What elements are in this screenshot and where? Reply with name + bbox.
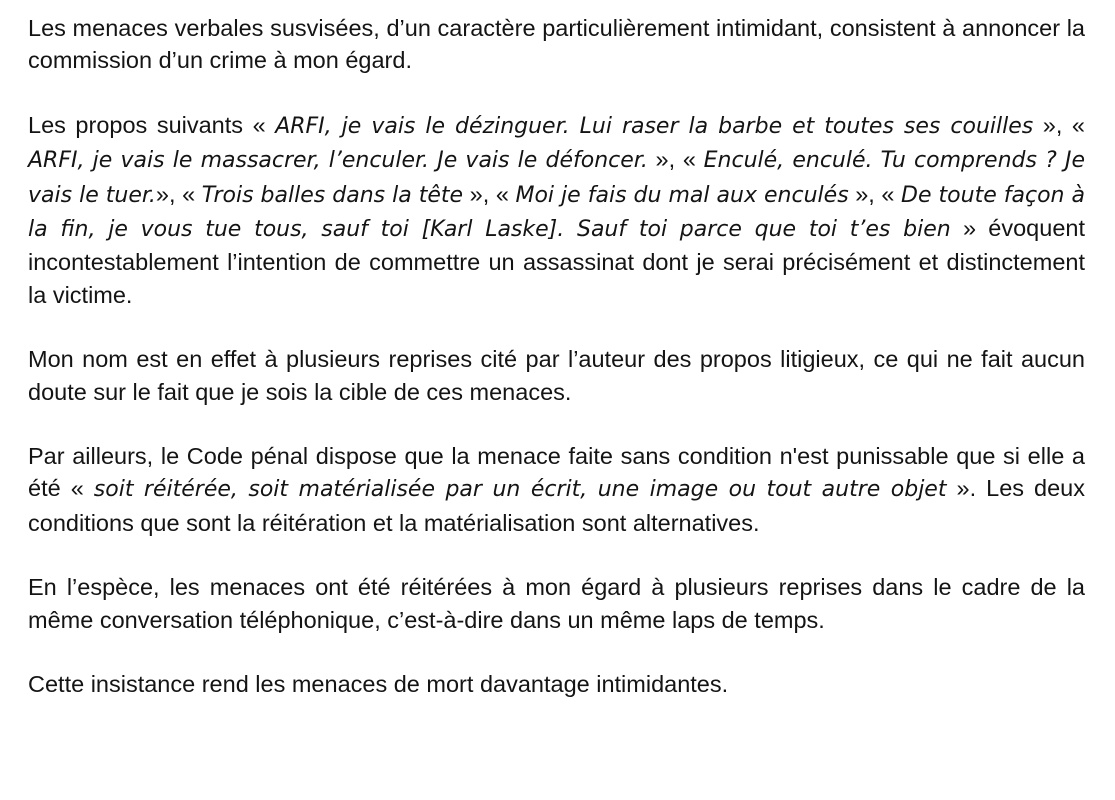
text-segment: En l’espèce, les menaces ont été réitérées à mon égard à plusieurs reprises dans le cadre de la même conversation téléphonique, c’est-à-dire dans un même laps de temps. [28, 574, 1085, 633]
quote-segment: ARFI, je vais le dézinguer. Lui raser la barbe et toutes ses couilles [275, 113, 1034, 139]
quote-segment: Moi je fais du mal aux enculés [515, 182, 849, 208]
quote-segment: soit réitérée, soit matérialisée par un écrit, une image ou tout autre objet [93, 477, 947, 503]
text-segment: », « [1033, 111, 1085, 138]
paragraph-conclusion [28, 668, 1085, 700]
text-segment: Mon nom est en effet à plusieurs reprises cité par l’auteur des propos litigieux, ce qui ne fait aucun doute sur le fait que je sois la cible de ces menaces. [28, 346, 1085, 405]
paragraph-penal-code [28, 440, 1085, 539]
text-segment: », « [647, 146, 704, 173]
paragraph-verbal-threats [28, 12, 1085, 77]
paragraph-reiteration [28, 571, 1085, 636]
quote-segment: ARFI, je vais le massacrer, l’enculer. Je vais le défoncer. [28, 148, 648, 174]
text-segment: », « [463, 180, 516, 207]
paragraph-quoted-threats [28, 109, 1085, 311]
quote-segment: De toute façon à la fin, je vous tue tous, sauf toi [Karl Laske]. Sauf toi parce que toi t’es bien [28, 182, 1085, 243]
text-segment: ». Les deux conditions que sont la réitération et la matérialisation sont alternatives. [28, 475, 1085, 536]
text-segment: » évoquent incontestablement l’intention de commettre un assassinat dont je serai précisément et distinctement la victime. [28, 215, 1085, 308]
quote-segment: Enculé, enculé. Tu comprends ? Je vais le tuer. [28, 148, 1085, 208]
text-segment: », « [155, 180, 202, 207]
quote-segment: Trois balles dans la tête [201, 182, 464, 208]
text-segment: Cette insistance rend les menaces de mort davantage intimidantes. [28, 671, 729, 698]
text-segment: », « [848, 180, 902, 207]
text-segment: Les propos suivants « [28, 111, 276, 138]
paragraph-name-cited [28, 343, 1085, 408]
text-segment: Par ailleurs, le Code pénal dispose que la menace faite sans condition n'est punissable que si elle a été « [28, 443, 1085, 502]
text-segment: Les menaces verbales susvisées, d’un caractère particulièrement intimidant, consistent à annoncer la commission d’un crime à mon égard. [28, 15, 1085, 74]
